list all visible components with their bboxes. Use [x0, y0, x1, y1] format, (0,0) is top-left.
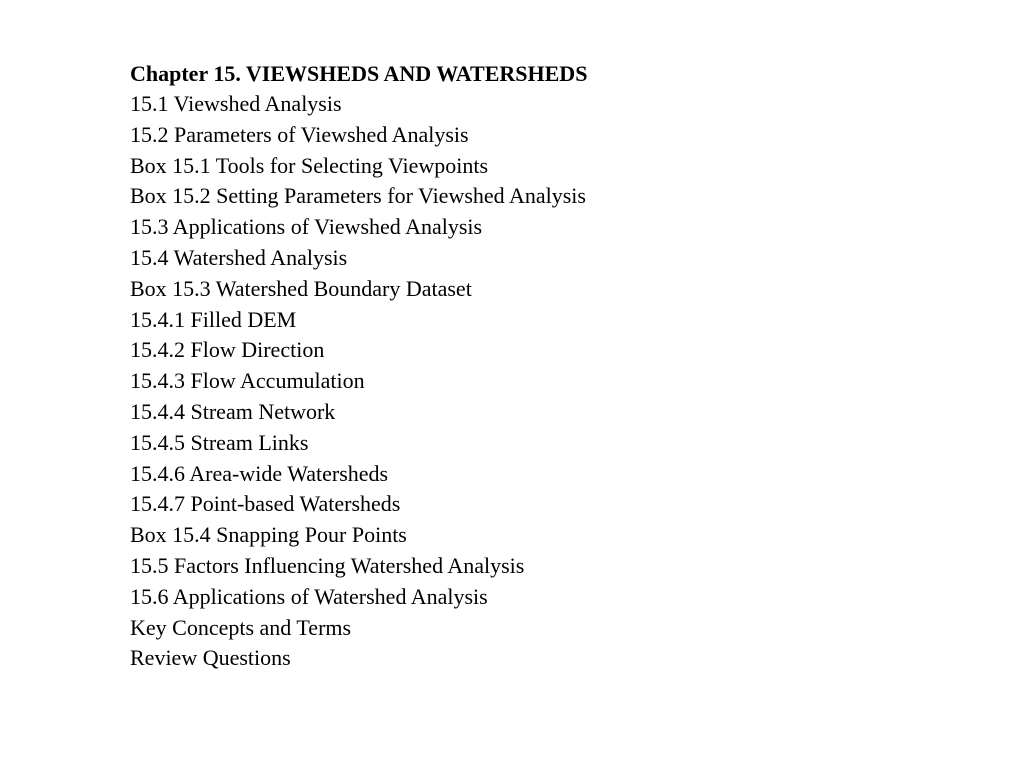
toc-item: 15.4.7 Point-based Watersheds [130, 491, 401, 517]
toc-item: Review Questions [130, 645, 291, 671]
toc-item: Box 15.2 Setting Parameters for Viewshed Analysis [130, 183, 586, 209]
chapter-outline [130, 58, 990, 674]
toc-item: 15.2 Parameters of Viewshed Analysis [130, 121, 469, 147]
toc-item: 15.4.5 Stream Links [130, 429, 309, 455]
toc-item: 15.5 Factors Influencing Watershed Analysis [130, 552, 525, 578]
toc-item: 15.3 Applications of Viewshed Analysis [130, 214, 483, 240]
toc-item: 15.4.1 Filled DEM [130, 306, 297, 332]
toc-item: 15.4.2 Flow Direction [130, 337, 325, 363]
toc-item: 15.1 Viewshed Analysis [130, 91, 342, 116]
toc-item: Key Concepts and Terms [130, 614, 352, 640]
toc-item: Box 15.4 Snapping Pour Points [130, 522, 407, 548]
toc-item: 15.4 Watershed Analysis [130, 244, 348, 270]
toc-item: Box 15.1 Tools for Selecting Viewpoints [130, 152, 489, 178]
toc-item: Box 15.3 Watershed Boundary Dataset [130, 275, 472, 301]
toc-item: 15.4.6 Area-wide Watersheds [130, 460, 389, 486]
toc-list [130, 89, 990, 674]
toc-item: 15.4.3 Flow Accumulation [130, 368, 365, 394]
toc-item: 15.6 Applications of Watershed Analysis [130, 583, 488, 609]
chapter-title: Chapter 15. VIEWSHEDS AND WATERSHEDS [130, 61, 588, 86]
toc-item: 15.4.4 Stream Network [130, 398, 336, 424]
